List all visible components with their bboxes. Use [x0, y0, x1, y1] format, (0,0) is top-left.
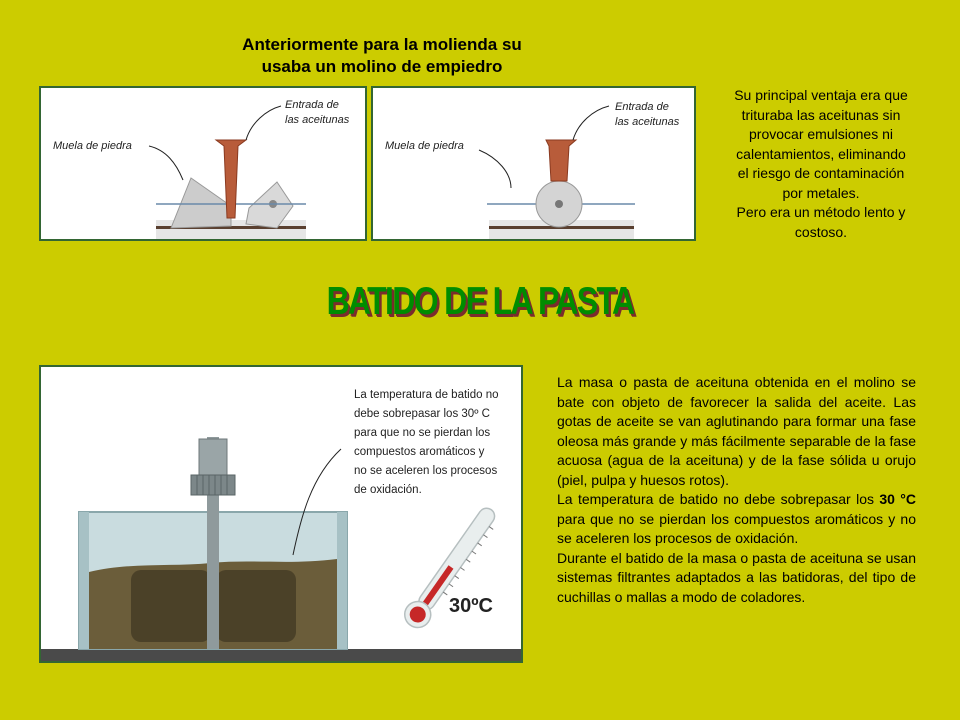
shaft-housing: [199, 439, 227, 479]
stone-mill-side-illustration: [41, 88, 365, 239]
paragraph-3: Durante el batido de la masa o pasta de aceituna se usan sistemas filtrantes adaptados a las batidoras, del tipo de cuchillas o mallas a modo de coladores.: [557, 549, 916, 605]
note-line: compuestos aromáticos y: [354, 446, 485, 458]
malaxer-diagram: [39, 365, 523, 663]
paragraph-2-before: La temperatura de batido no debe sobrepasar los: [557, 491, 880, 507]
inlet-label-line-2: las aceitunas: [615, 116, 680, 128]
advantages-line: trituraba las aceitunas sin: [741, 106, 901, 123]
advantages-line: Pero era un método lento y: [736, 204, 906, 220]
stone-mill-diagram-front: [371, 86, 696, 241]
floor: [41, 649, 521, 661]
top-title: [200, 34, 564, 78]
stone-mill-front-illustration: [373, 88, 694, 239]
inlet-label-line-2: las aceitunas: [285, 114, 350, 126]
stone-mill-diagram-side: [39, 86, 367, 241]
inlet-label-line-1: Entrada de: [615, 101, 669, 113]
wheel-hub: [555, 200, 563, 208]
malaxing-description: [557, 373, 916, 607]
paddle-right: [216, 570, 296, 642]
gear: [191, 475, 235, 495]
advantages-line: el riesgo de contaminación: [737, 165, 905, 181]
paragraph-2: [557, 490, 916, 549]
section-title: BATIDO DE LA PASTA: [326, 280, 634, 323]
malaxer-illustration: [41, 367, 521, 661]
tank-wall-right: [337, 512, 347, 649]
note-line: debe sobrepasar los 30º C: [354, 408, 490, 420]
note-line: La temperatura de batido no: [354, 389, 499, 401]
note-line: para que no se pierdan los: [354, 427, 491, 439]
advantages-line: por metales.: [782, 184, 860, 201]
advantages-text: [716, 86, 926, 242]
paragraph-1: La masa o pasta de aceituna obtenida en el molino se bate con objeto de favorecer la salida del aceite. Las gotas de aceite se van aglutinando para formar una fase oleosa más grande y más fácilmente separable de la fase acuosa (agua de la aceituna) y de la fase sólida u orujo (piel, pulpa y huesos rotos).: [557, 374, 916, 488]
top-title-line-2: usaba un molino de empiedro: [261, 57, 503, 76]
note-line: no se aceleren los procesos: [354, 465, 498, 477]
inlet-label-line-1: Entrada de: [285, 99, 339, 111]
tank-wall-left: [79, 512, 89, 649]
top-title-line-1: Anteriormente para la molienda su: [242, 35, 522, 54]
paragraph-2-after: para que no se pierdan los compuestos aromáticos y no se aceleren los procesos de oxidación.: [557, 510, 916, 546]
temperature-limit: 30 °C: [879, 491, 917, 507]
thermometer-label: 30ºC: [449, 595, 493, 617]
advantages-line: costoso.: [794, 223, 848, 240]
stone-label: Muela de piedra: [53, 140, 132, 152]
paddle-left: [131, 570, 211, 642]
stone-label: Muela de piedra: [385, 140, 464, 152]
advantages-line: provocar emulsiones ni: [749, 126, 893, 142]
advantages-line: calentamientos, eliminando: [736, 145, 906, 162]
advantages-line: Su principal ventaja era que: [734, 87, 908, 103]
note-line: de oxidación.: [354, 484, 422, 496]
